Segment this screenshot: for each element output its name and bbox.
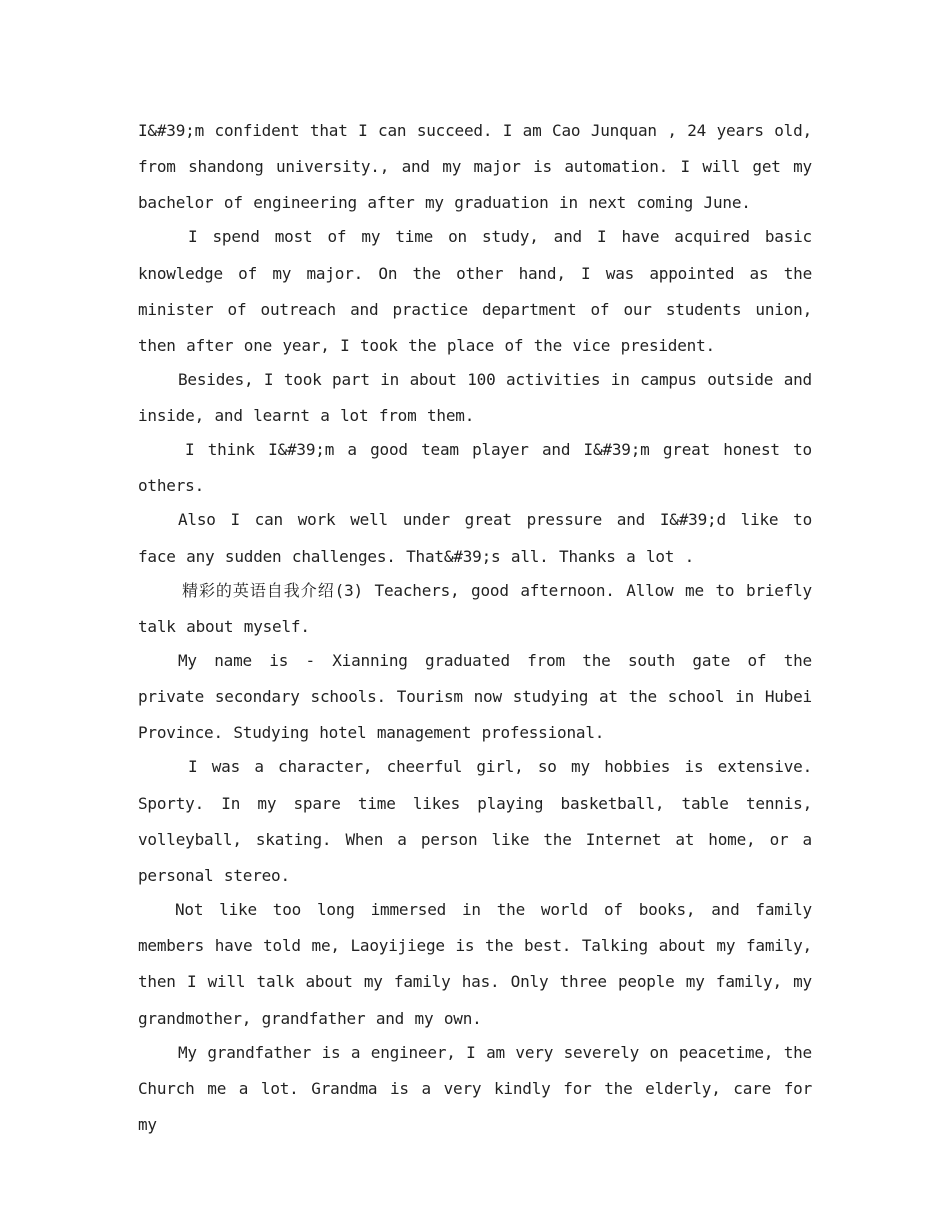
paragraph-intro: I&#39;m confident that I can succeed. I am Cao Junquan , 24 years old, from shandong university., and my major is automation. I will get my bachelor of engineering after my graduation in next coming June. [138, 121, 812, 213]
paragraph-family: Not like too long immersed in the world of books, and family members have told me, Laoyijiege is the best. Talking about my family, then I will talk about my family has. Only three people my family, my grandmother, grandfather and my own. [138, 899, 812, 1028]
paragraph-activities: Besides, I took part in about 100 activities in campus outside and inside, and learnt a lot from them. [138, 370, 812, 426]
paragraph-hobbies: I was a character, cheerful girl, so my hobbies is extensive. Sporty. In my spare time likes playing basketball, table tennis, volleyball, skating. When a person like the Internet at home, or a personal stereo. [138, 757, 812, 885]
document-page [138, 113, 812, 1143]
paragraph-pressure: Also I can work well under great pressure and I&#39;d like to face any sudden challenges. That&#39;s all. Thanks a lot . [138, 510, 812, 566]
paragraph-name: My name is - Xianning graduated from the south gate of the private secondary schools. Tourism now studying at the school in Hubei Province. Studying hotel management professional. [138, 650, 812, 743]
paragraph-section-heading: 精彩的英语自我介绍(3) Teachers, good afternoon. Allow me to briefly talk about myself. [138, 580, 812, 636]
paragraph-team-player: I think I&#39;m a good team player and I&#39;m great honest to others. [138, 440, 812, 496]
paragraph-grandparents: My grandfather is a engineer, I am very severely on peacetime, the Church me a lot. Grandma is a very kindly for the elderly, care for my [138, 1042, 812, 1134]
paragraph-study: I spend most of my time on study, and I have acquired basic knowledge of my major. On the other hand, I was appointed as the minister of outreach and practice department of our students union, then after one year, I took the place of the vice president. [138, 227, 812, 356]
